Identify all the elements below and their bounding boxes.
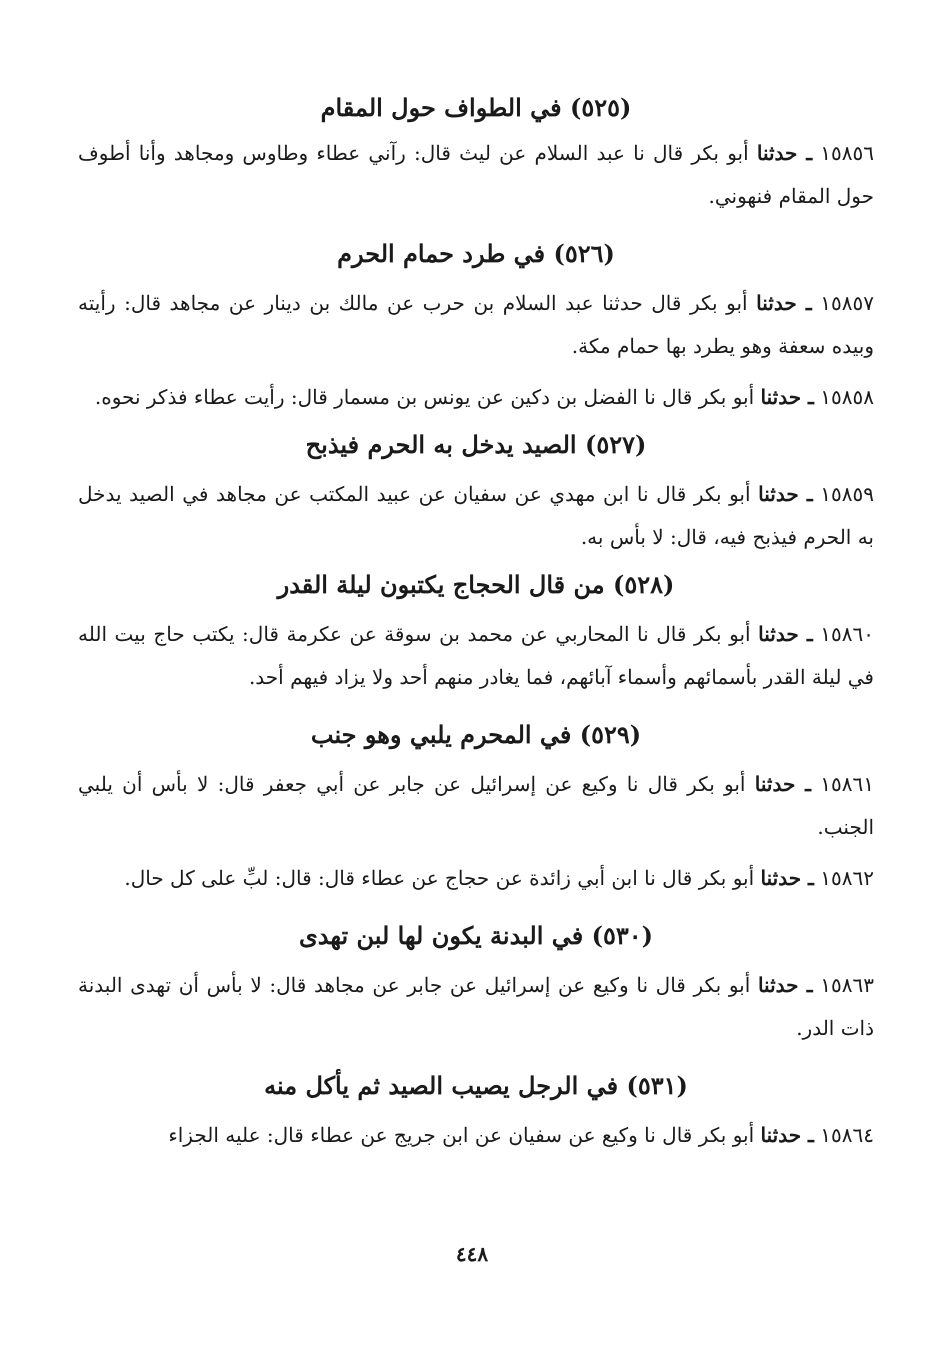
hadith-entry — [78, 763, 874, 849]
entry-lead: ـ حدثنا — [760, 385, 814, 409]
entry-lead: ـ حدثنا — [760, 866, 814, 890]
hadith-entry — [78, 132, 874, 218]
section-heading: (٥٢٧) الصيد يدخل به الحرم فيذبح — [305, 430, 647, 459]
entry-number: ١٥٨٥٨ — [820, 385, 874, 409]
entry-number: ١٥٨٥٩ — [820, 482, 875, 506]
section-heading: (٥٣١) في الرجل يصيب الصيد ثم يأكل منه — [264, 1071, 688, 1100]
entry-lead: ـ حدثنا — [760, 1123, 814, 1147]
entry-lead: ـ حدثنا — [757, 973, 813, 997]
entry-lead: ـ حدثنا — [754, 772, 812, 796]
page-body — [78, 90, 874, 1157]
hadith-entry — [78, 964, 874, 1050]
hadith-entry — [78, 613, 874, 699]
entry-text: أبو بكر قال حدثنا عبد السلام بن حرب عن مالك بن دينار عن مجاهد قال: رأيته وبيده سعفة وهو يطرد بها حمام مكة. — [78, 291, 874, 358]
entry-text: أبو بكر قال نا ابن أبي زائدة عن حجاج عن عطاء قال: قال: لبِّ على كل حال. — [124, 866, 755, 890]
hadith-entry — [78, 473, 874, 559]
hadith-entry — [78, 857, 874, 900]
section-heading: (٥٢٩) في المحرم يلبي وهو جنب — [310, 720, 642, 749]
section-heading: (٥٢٥) في الطواف حول المقام — [320, 93, 632, 122]
page-number: ٤٤٨ — [455, 1242, 489, 1266]
hadith-entry — [78, 376, 874, 419]
entry-number: ١٥٨٦٠ — [820, 622, 875, 646]
entry-text: أبو بكر قال نا الفضل بن دكين عن يونس بن مسمار قال: رأيت عطاء فذكر نحوه. — [94, 385, 755, 409]
entry-number: ١٥٨٦٢ — [820, 866, 874, 890]
hadith-entry — [78, 1114, 874, 1157]
entry-lead: ـ حدثنا — [756, 141, 813, 165]
entry-text: أبو بكر قال نا المحاربي عن محمد بن سوقة عن عكرمة قال: يكتب حاج بيت الله في ليلة القدر بأسمائهم وأسماء آبائهم، فما يغادر منهم أحد ولا يزاد فيهم أحد. — [78, 622, 874, 689]
section-heading: (٥٢٨) من قال الحجاج يكتبون ليلة القدر — [277, 570, 675, 599]
entry-text: أبو بكر قال نا وكيع عن إسرائيل عن جابر عن مجاهد قال: لا بأس أن تهدى البدنة ذات الدر. — [78, 973, 874, 1040]
entry-lead: ـ حدثنا — [758, 622, 813, 646]
entry-number: ١٥٨٥٧ — [820, 291, 874, 315]
entry-text: أبو بكر قال نا عبد السلام عن ليث قال: رآني عطاء وطاوس ومجاهد وأنا أطوف حول المقام فنهوني. — [78, 141, 874, 208]
entry-text: أبو بكر قال نا ابن مهدي عن سفيان عن عبيد المكتب عن مجاهد في الصيد يدخل به الحرم فيذبح فيه، قال: لا بأس به. — [78, 482, 874, 549]
entry-number: ١٥٨٦٤ — [820, 1123, 874, 1147]
entry-lead: ـ حدثنا — [758, 482, 813, 506]
entry-text: أبو بكر قال نا وكيع عن سفيان عن ابن جريج عن عطاء قال: عليه الجزاء — [168, 1123, 755, 1147]
hadith-entry — [78, 282, 874, 368]
entry-number: ١٥٨٥٦ — [820, 141, 874, 165]
entry-lead: ـ حدثنا — [756, 291, 812, 315]
section-heading: (٥٣٠) في البدنة يكون لها لبن تهدى — [299, 921, 653, 950]
entry-number: ١٥٨٦١ — [820, 772, 874, 796]
entry-text: أبو بكر قال نا وكيع عن إسرائيل عن جابر عن أبي جعفر قال: لا بأس أن يلبي الجنب. — [78, 772, 874, 839]
entry-number: ١٥٨٦٣ — [820, 973, 874, 997]
section-heading: (٥٢٦) في طرد حمام الحرم — [337, 239, 615, 268]
